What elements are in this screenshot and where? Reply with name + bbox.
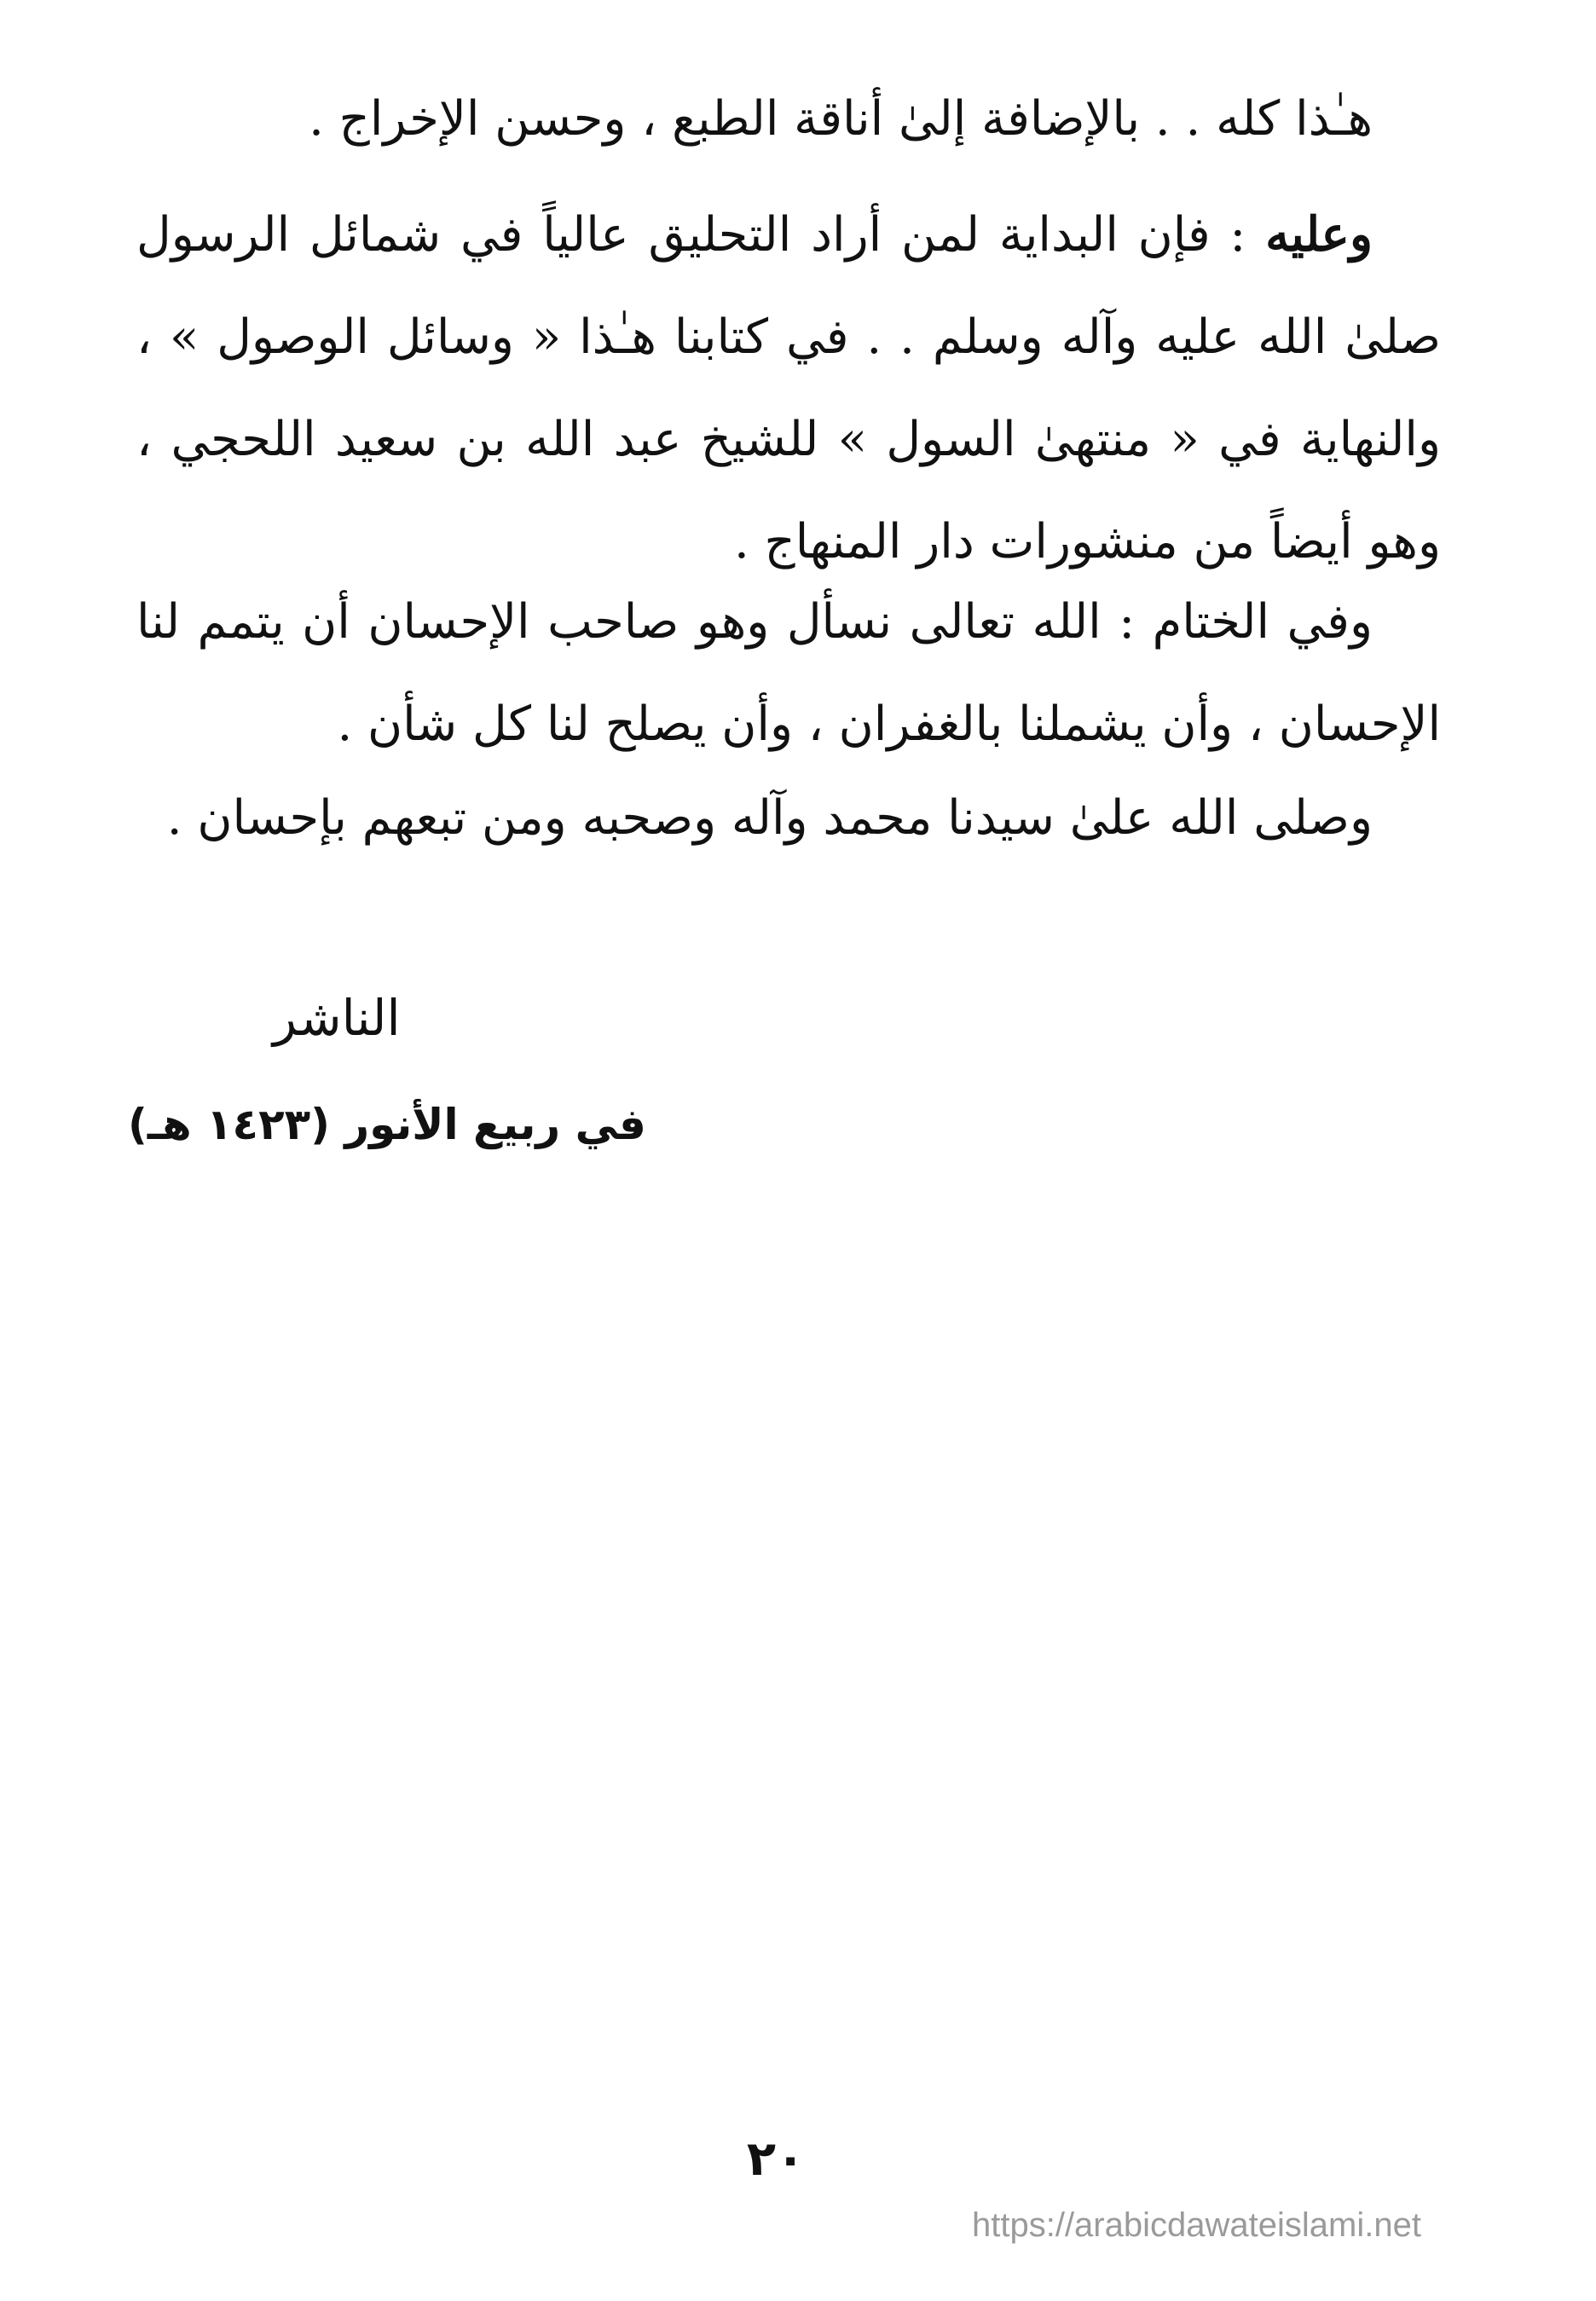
paragraph-3: وفي الختام : الله تعالى نسأل وهو صاحب الإحسان أن يتمم لنا الإحسان ، وأن يشملنا بالغفران ، وأن يصلح لنا كل شأن .	[136, 594, 1441, 752]
body-text-3	[136, 571, 1441, 776]
paragraph-2-rest: : فإن البداية لمن أراد التحليق عالياً في شمائل الرسول صلىٰ الله عليه وآله وسلم . . في كتابنا هـٰذا « وسائل الوصول » ، والنهاية في « منتهىٰ السول » للشيخ عبد الله بن سعيد اللحجي ، وهو أيضاً من منشورات دار المنهاج .	[136, 207, 1441, 569]
watermark-url: https://arabicdawateislami.net	[972, 2206, 1421, 2244]
paragraph-1: هـٰذا كله . . بالإضافة إلىٰ أناقة الطبع ، وحسن الإخراج .	[309, 91, 1373, 147]
body-text-2	[136, 183, 1441, 593]
paragraph-4: وصلى الله علىٰ سيدنا محمد وآله وصحبه ومن تبعهم بإحسان .	[166, 790, 1373, 846]
body-text	[136, 68, 1441, 171]
body-text-4	[136, 767, 1441, 870]
paragraph-2	[136, 183, 1441, 593]
publication-date: في ربيع الأنور (١٤٢٣ هـ)	[128, 1100, 646, 1149]
page-number: ٢٠	[746, 2131, 806, 2187]
publisher-signature: الناشر	[273, 989, 401, 1047]
paragraph-2-lead: وعليه	[1265, 206, 1373, 263]
